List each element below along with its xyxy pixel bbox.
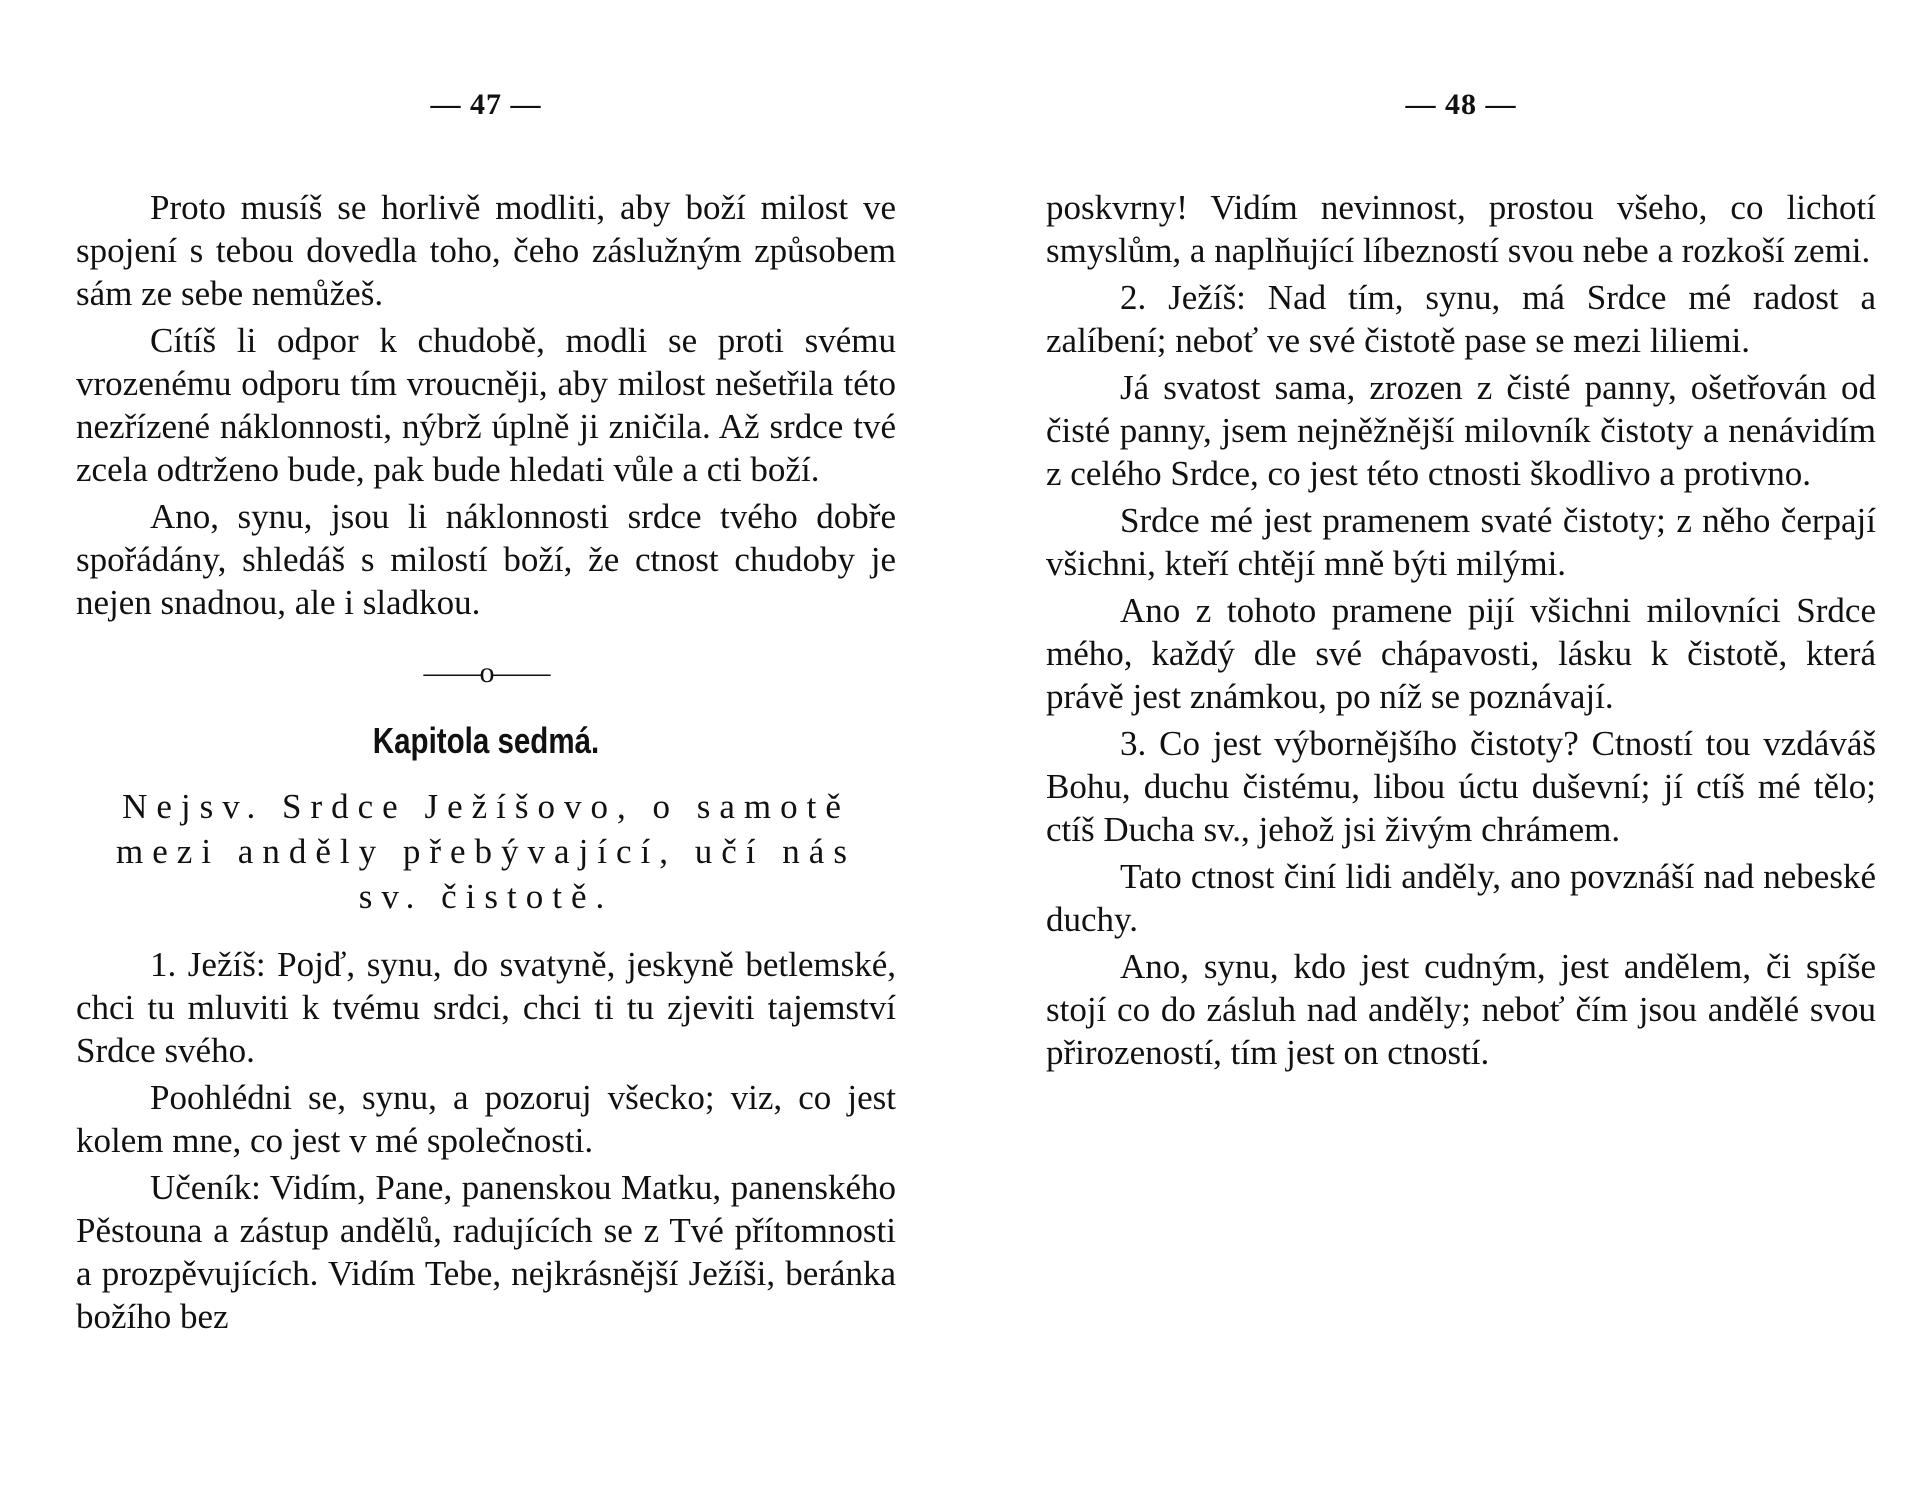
chapter-title: Kapitola sedmá. — [372, 720, 600, 761]
page-number-right: — 48 — — [1405, 88, 1517, 121]
section-separator: ——o—— — [423, 656, 549, 689]
paragraph: Učeník: Vidím, Pane, panenskou Matku, panenského Pěstouna a zástup andělů, radujících se z Tvé přítomnosti a prozpěvujících. Vidím Tebe, nejkrásnější Ježíši, beránka božího bez — [76, 1168, 896, 1336]
right-page-content — [1046, 186, 1876, 1078]
paragraph: 3. Co jest výbornějšího čistoty? Ctností tou vzdáváš Bohu, duchu čistému, libou úctu duševní; jí ctíš mé tělo; ctíš Ducha sv., jehož jsi živým chrámem. — [1046, 724, 1876, 849]
paragraph: 1. Ježíš: Pojď, synu, do svatyně, jeskyně betlemské, chci tu mluviti k tvému srdci, chci ti tu zjeviti tajemství Srdce svého. — [76, 945, 896, 1070]
paragraph: Tato ctnost činí lidi anděly, ano povznáší nad nebeské duchy. — [1046, 857, 1876, 939]
paragraph: Ano z tohoto pramene pijí všichni milovníci Srdce mého, každý dle své chápavosti, lásku k čistotě, která právě jest známkou, po níž se poznávají. — [1046, 591, 1876, 716]
paragraph: Ano, synu, kdo jest cudným, jest andělem, či spíše stojí co do zásluh nad anděly; neboť čím jsou andělé svou přirozeností, tím jest on ctností. — [1046, 947, 1876, 1072]
paragraph: Srdce mé jest pramenem svaté čistoty; z něho čerpají všichni, kteří chtějí mně býti milými. — [1046, 501, 1876, 583]
right-page — [1046, 0, 1876, 1500]
paragraph: Proto musíš se horlivě modliti, aby boží milost ve spojení s tebou dovedla toho, čeho záslužným způsobem sám ze sebe nemůžeš. — [76, 188, 896, 313]
left-page-content — [76, 186, 896, 1342]
paragraph: Poohlédni se, synu, a pozoruj všecko; viz, co jest kolem mne, co jest v mé společnosti. — [76, 1078, 896, 1160]
paragraph: 2. Ježíš: Nad tím, synu, má Srdce mé radost a zalíbení; neboť ve své čistotě pase se mezi liliemi. — [1046, 278, 1876, 360]
paragraph-continuation: poskvrny! Vidím nevinnost, prostou všeho, co lichotí smyslům, a naplňující líbezností svou nebe a rozkoší zemi. — [1046, 188, 1876, 270]
left-page — [76, 0, 896, 1500]
paragraph: Já svatost sama, zrozen z čisté panny, ošetřován od čisté panny, jsem nejněžnější milovník čistoty a nenávidím z celého Srdce, co jest této ctnosti škodlivo a protivno. — [1046, 368, 1876, 493]
paragraph: Ano, synu, jsou li náklonnosti srdce tvého dobře spořádány, shledáš s milostí boží, že ctnost chudoby je nejen snadnou, ale i sladkou. — [76, 497, 896, 622]
paragraph: Cítíš li odpor k chudobě, modli se proti svému vrozenému odporu tím vroucněji, aby milost nešetřila této nezřízené náklonnosti, nýbrž úplně ji zničila. Až srdce tvé zcela odtrženo bude, pak bude hledati vůle a cti boží. — [76, 321, 896, 489]
page-number-left: — 47 — — [430, 88, 542, 121]
chapter-subtitle: Nejsv. Srdce Ježíšovo, o samotě mezi anděly přebývající, učí nás sv. čistotě. — [116, 787, 856, 916]
